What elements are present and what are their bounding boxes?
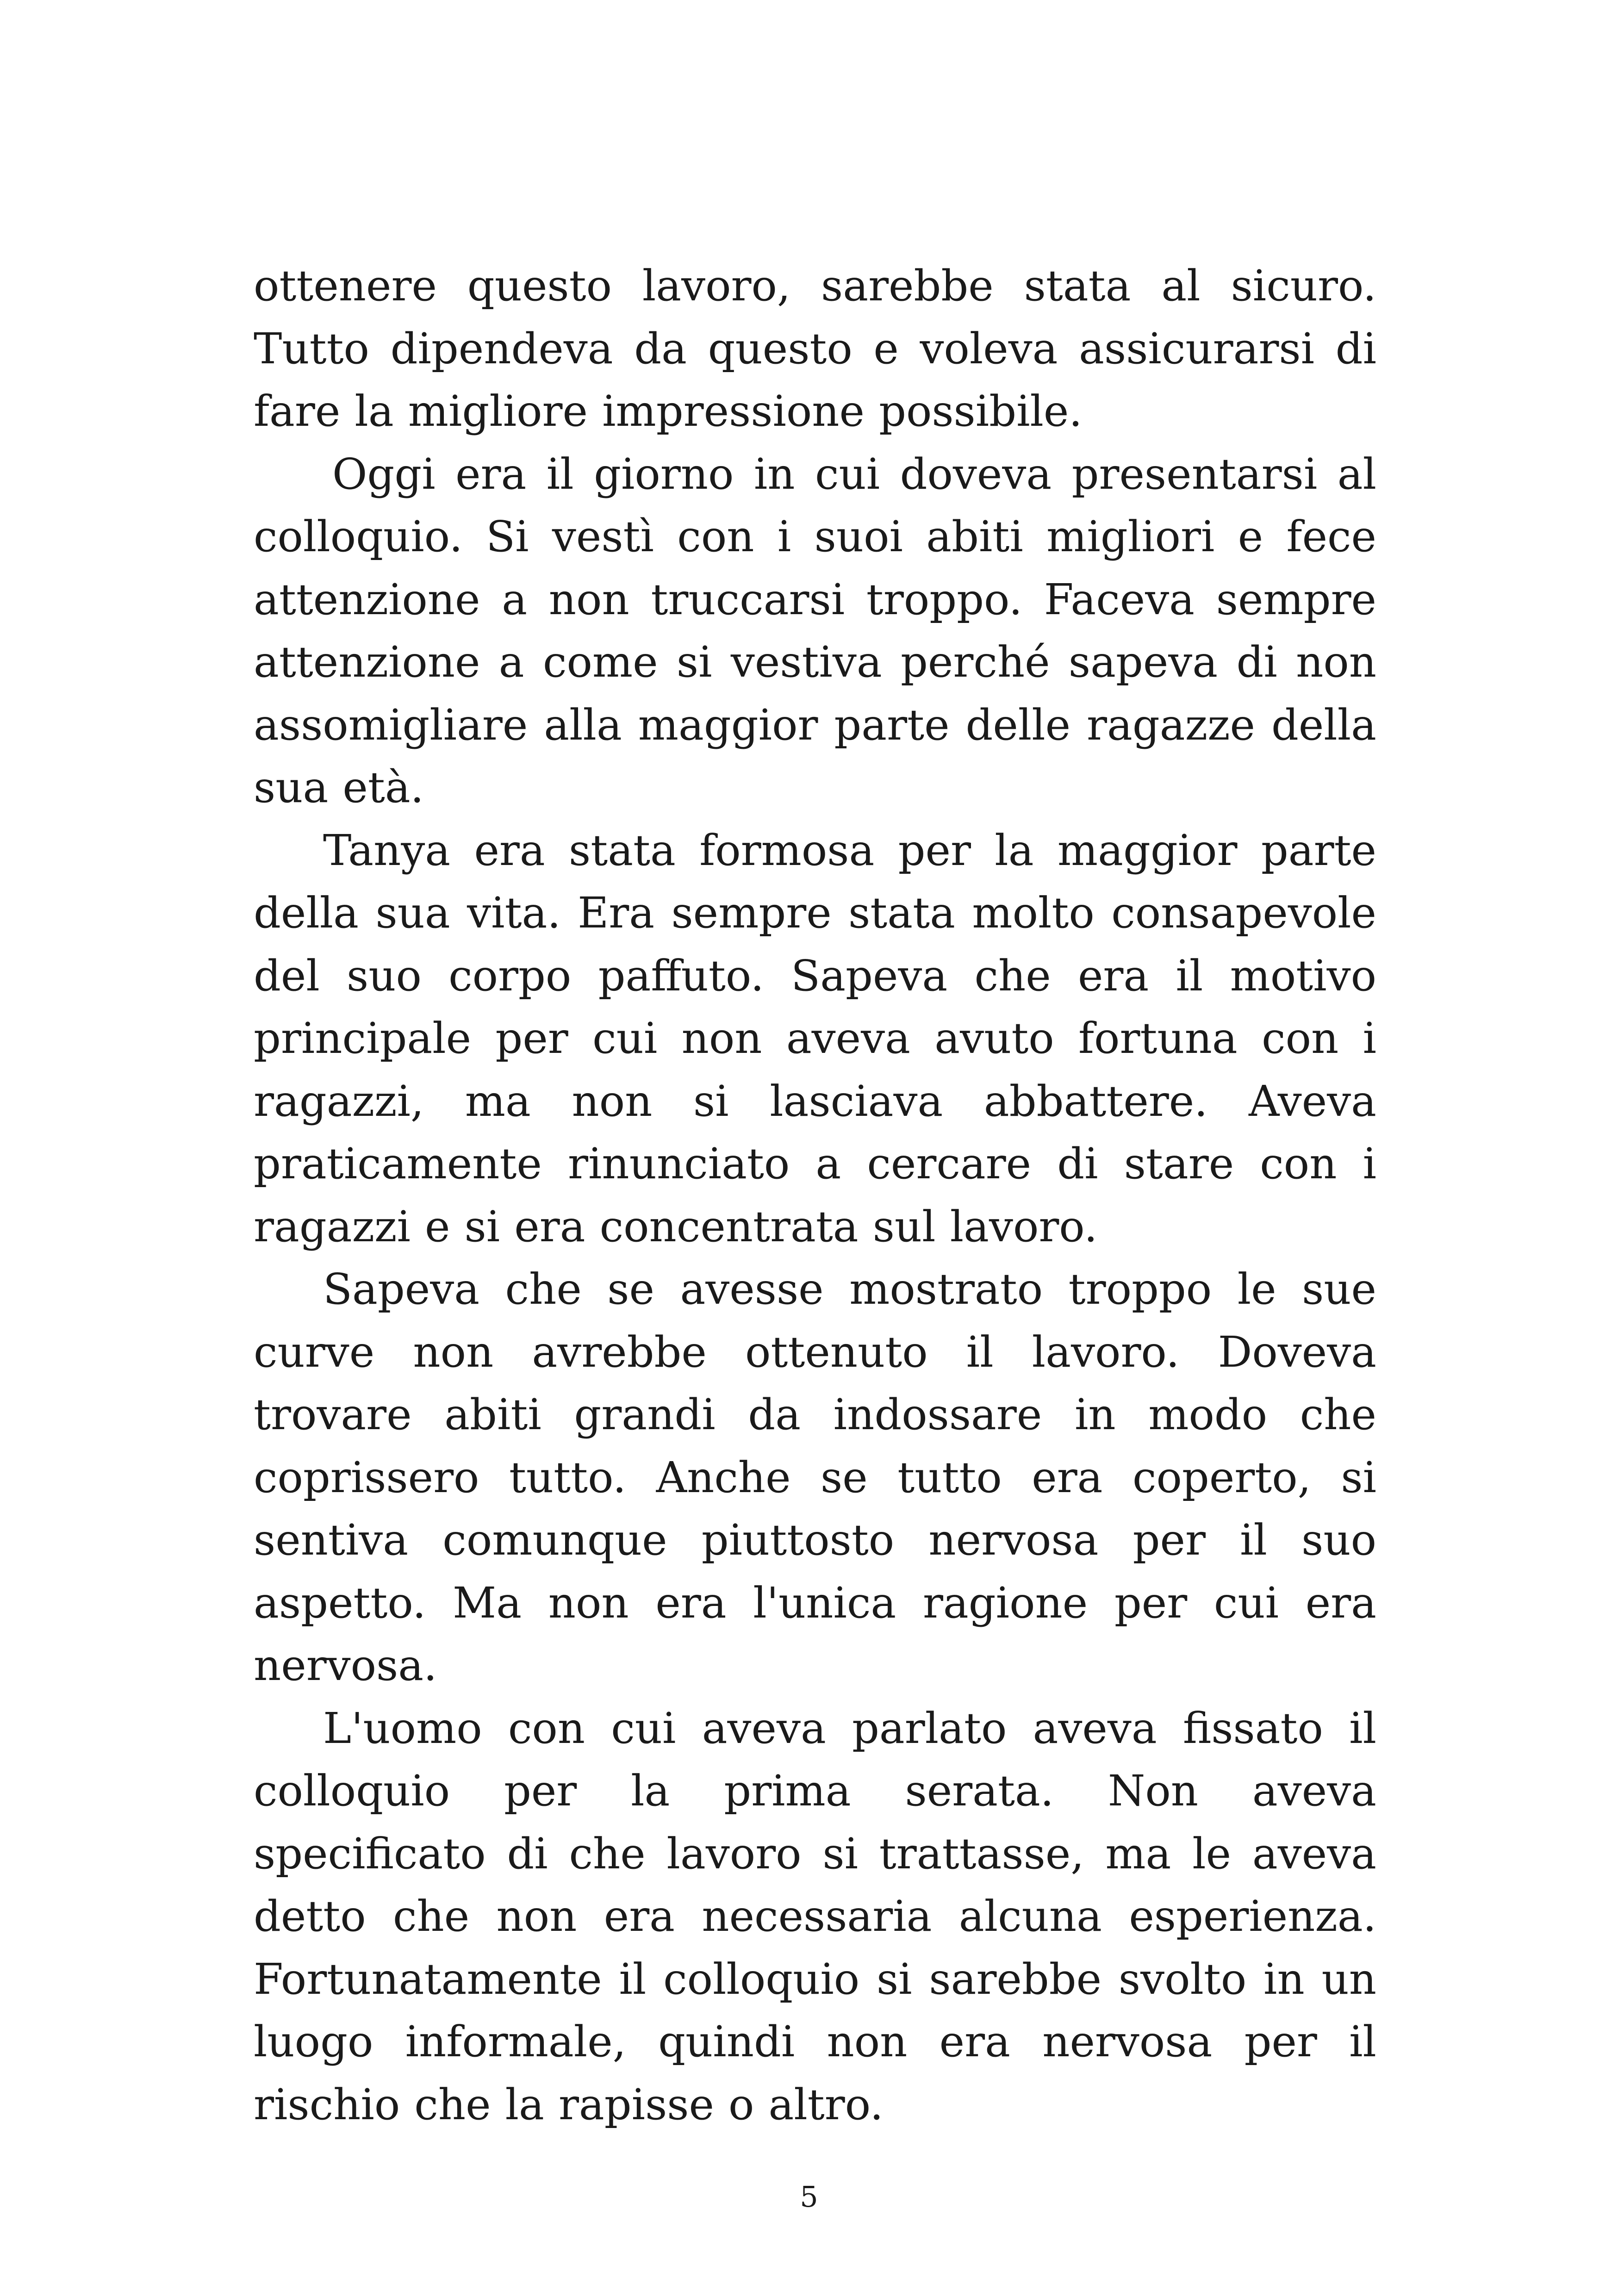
body-text — [254, 255, 1376, 2136]
paragraph-2: Oggi era il giorno in cui doveva presentarsi al colloquio. Si vestì con i suoi abiti migliori e fece attenzione a non truccarsi troppo. Faceva sempre attenzione a come si vestiva perché sapeva di non assomigliare alla maggior parte delle ragazze della sua età. — [254, 449, 1376, 812]
paragraph-3: Tanya era stata formosa per la maggior parte della sua vita. Era sempre stata molto consapevole del suo corpo paffuto. Sapeva che era il motivo principale per cui non aveva avuto fortuna con i ragazzi, ma non si lasciava abbattere. Aveva praticamente rinunciato a cercare di stare con i ragazzi e si era concentrata sul lavoro. — [254, 825, 1376, 1251]
paragraph-5: L'uomo con cui aveva parlato aveva fissato il colloquio per la prima serata. Non aveva specificato di che lavoro si trattasse, ma le aveva detto che non era necessaria alcuna esperienza. Fortunatamente il colloquio si sarebbe svolto in un luogo informale, quindi non era nervosa per il rischio che la rapisse o altro. — [254, 1703, 1376, 2129]
paragraph-4: Sapeva che se avesse mostrato troppo le sue curve non avrebbe ottenuto il lavoro. Doveva trovare abiti grandi da indossare in modo che coprissero tutto. Anche se tutto era coperto, si sentiva comunque piuttosto nervosa per il suo aspetto. Ma non era l'unica ragione per cui era nervosa. — [254, 1264, 1376, 1690]
paragraph-1: ottenere questo lavoro, sarebbe stata al sicuro. Tutto dipendeva da questo e voleva assicurarsi di fare la migliore impressione possibile. — [254, 261, 1376, 436]
page-number: 5 — [800, 2180, 818, 2214]
